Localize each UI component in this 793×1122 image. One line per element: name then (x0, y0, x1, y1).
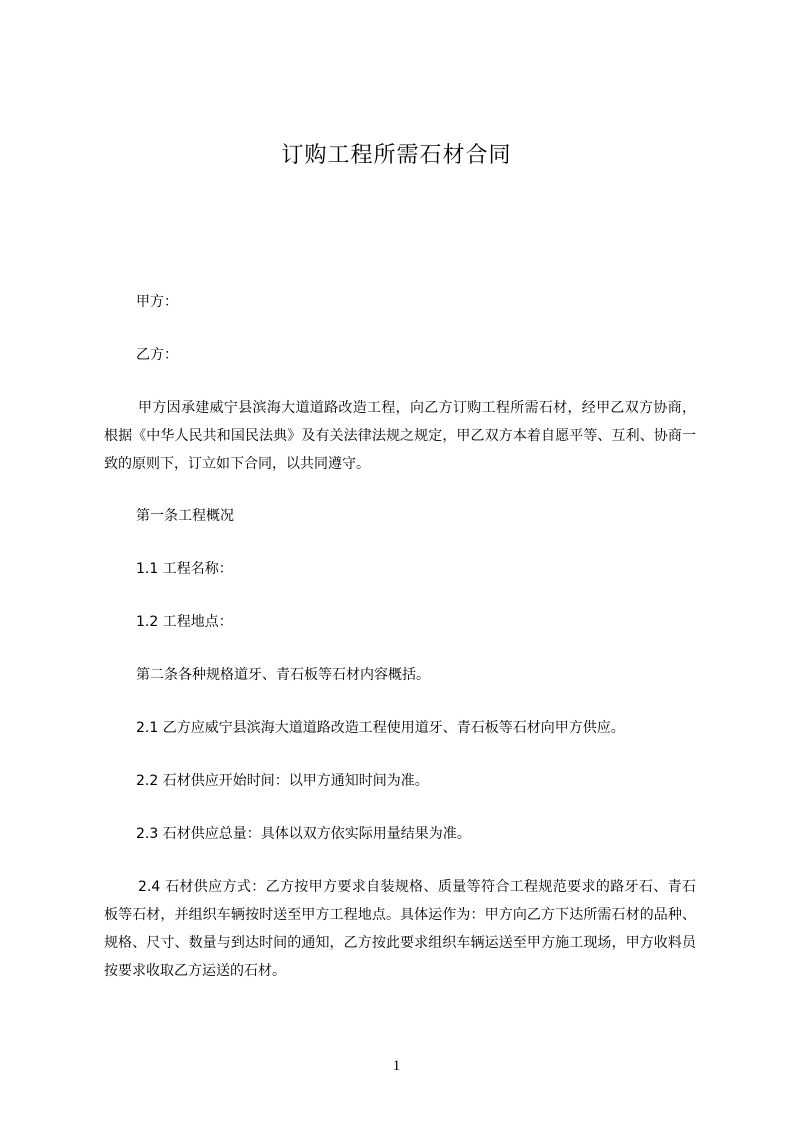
article-2-item-3: 2.3 石材供应总量：具体以双方依实际用量结果为准。 (136, 826, 471, 842)
page-number: 1 (392, 1058, 401, 1074)
party-b-line: 乙方： (136, 347, 178, 363)
intro-paragraph: 甲方因承建威宁县滨海大道道路改造工程，向乙方订购工程所需石材，经甲乙双方协商，根据《中华人民共和国民法典》及有关法律法规之规定，甲乙双方本着自愿平等、互利、协商一致的原则下，订立如下合同，以共同遵守。 (104, 400, 696, 472)
article-2-item-2: 2.2 石材供应开始时间：以甲方通知时间为准。 (136, 773, 429, 789)
party-a-line: 甲方： (136, 294, 178, 310)
article-2-item-1: 2.1 乙方应威宁县滨海大道道路改造工程使用道牙、青石板等石材向甲方供应。 (136, 720, 625, 736)
article-1-heading: 第一条工程概况 (136, 508, 234, 524)
article-1-item-2: 1.2 工程地点： (136, 614, 233, 630)
document-title: 订购工程所需石材合同 (281, 143, 512, 168)
article-2-heading: 第二条各种规格道牙、青石板等石材内容概括。 (136, 667, 430, 683)
article-2-item-4: 2.4 石材供应方式：乙方按甲方要求自装规格、质量等符合工程规范要求的路牙石、青石板等石材，并组织车辆按时送至甲方工程地点。具体运作为：甲方向乙方下达所需石材的品种、规格、尺寸、数量与到达时间的通知，乙方按此要求组织车辆运送至甲方施工现场，甲方收料员按要求收取乙方运送的石材。 (104, 879, 696, 979)
article-1-item-1: 1.1 工程名称： (136, 561, 233, 577)
